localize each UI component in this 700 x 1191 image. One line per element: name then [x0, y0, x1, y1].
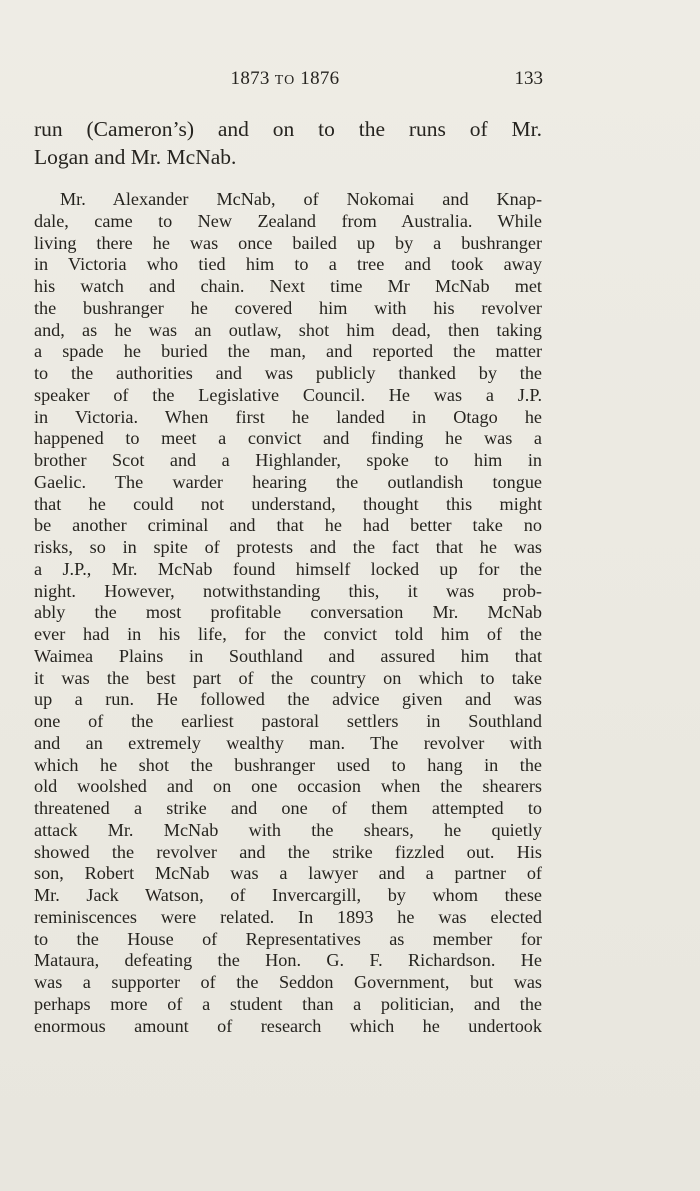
text-line: be another criminal and that he had better take no [34, 515, 542, 536]
running-head [0, 66, 700, 92]
text-line: showed the revolver and the strike fizzled out. His [34, 841, 542, 862]
text-line: night. However, notwithstanding this, it was prob- [34, 580, 542, 601]
text-line: dale, came to New Zealand from Australia. While [34, 210, 542, 231]
text-line: ably the most profitable conversation Mr. McNab [34, 602, 542, 623]
text-line: happened to meet a convict and finding he was a [34, 428, 542, 449]
text-line: in Victoria. When first he landed in Otago he [34, 406, 542, 427]
text-line: was a supporter of the Seddon Government, but was [34, 972, 542, 992]
text-line: son, Robert McNab was a lawyer and a partner of [34, 863, 542, 884]
page-number: 133 [514, 68, 543, 89]
text-line: risks, so in spite of protests and the fact that he was [34, 537, 542, 557]
running-title [200, 66, 370, 94]
continued-paragraph [34, 115, 542, 171]
text-line: speaker of the Legislative Council. He was a J.P. [34, 384, 542, 405]
text-line: run (Cameron’s) and on to the runs of Mr. [34, 117, 542, 141]
text-line: Mataura, defeating the Hon. G. F. Richardson. He [34, 950, 542, 971]
text-line: ever had in his life, for the convict told him of the [34, 624, 542, 644]
text-line: Logan and Mr. McNab. [34, 145, 237, 169]
text-line: brother Scot and a Highlander, spoke to him in [34, 450, 542, 470]
text-line: that he could not understand, thought this might [34, 493, 542, 514]
text-line: up a run. He followed the advice given and was [34, 689, 542, 710]
text-line: reminiscences were related. In 1893 he was elected [34, 906, 542, 927]
text-line: perhaps more of a student than a politician, and the [34, 993, 542, 1014]
running-title-connector: TO [274, 73, 296, 88]
text-line: to the House of Representatives as member for [34, 928, 542, 949]
text-line: it was the best part of the country on which to take [34, 667, 542, 688]
text-line: which he shot the bushranger used to hang in the [34, 754, 542, 775]
text-line: a spade he buried the man, and reported the matter [34, 341, 542, 362]
text-line: threatened a strike and one of them attempted to [34, 798, 542, 818]
text-line: old woolshed and on one occasion when the shearers [34, 776, 542, 797]
text-line: Mr. Alexander McNab, of Nokomai and Knap- [60, 189, 542, 209]
text-line: a J.P., Mr. McNab found himself locked up for the [34, 558, 542, 579]
text-line: in Victoria who tied him to a tree and took away [34, 254, 542, 275]
text-line: his watch and chain. Next time Mr McNab met [34, 276, 542, 296]
text-line: and an extremely wealthy man. The revolver with [34, 732, 542, 753]
main-paragraph [34, 189, 542, 1037]
text-line: Waimea Plains in Southland and assured him that [34, 645, 542, 666]
text-line: attack Mr. McNab with the shears, he quietly [34, 819, 542, 840]
text-line: one of the earliest pastoral settlers in Southland [34, 711, 542, 731]
text-line: and, as he was an outlaw, shot him dead, then taking [34, 319, 542, 340]
running-title-start-year: 1873 [230, 68, 270, 89]
text-line: to the authorities and was publicly thanked by the [34, 363, 542, 383]
text-line: the bushranger he covered him with his revolver [34, 297, 542, 318]
text-line: Mr. Jack Watson, of Invercargill, by whom these [34, 885, 542, 905]
text-line: living there he was once bailed up by a bushranger [34, 232, 542, 253]
text-line: Gaelic. The warder hearing the outlandish tongue [34, 471, 542, 492]
running-title-end-year: 1876 [300, 68, 340, 89]
text-line: enormous amount of research which he undertook [34, 1015, 542, 1036]
